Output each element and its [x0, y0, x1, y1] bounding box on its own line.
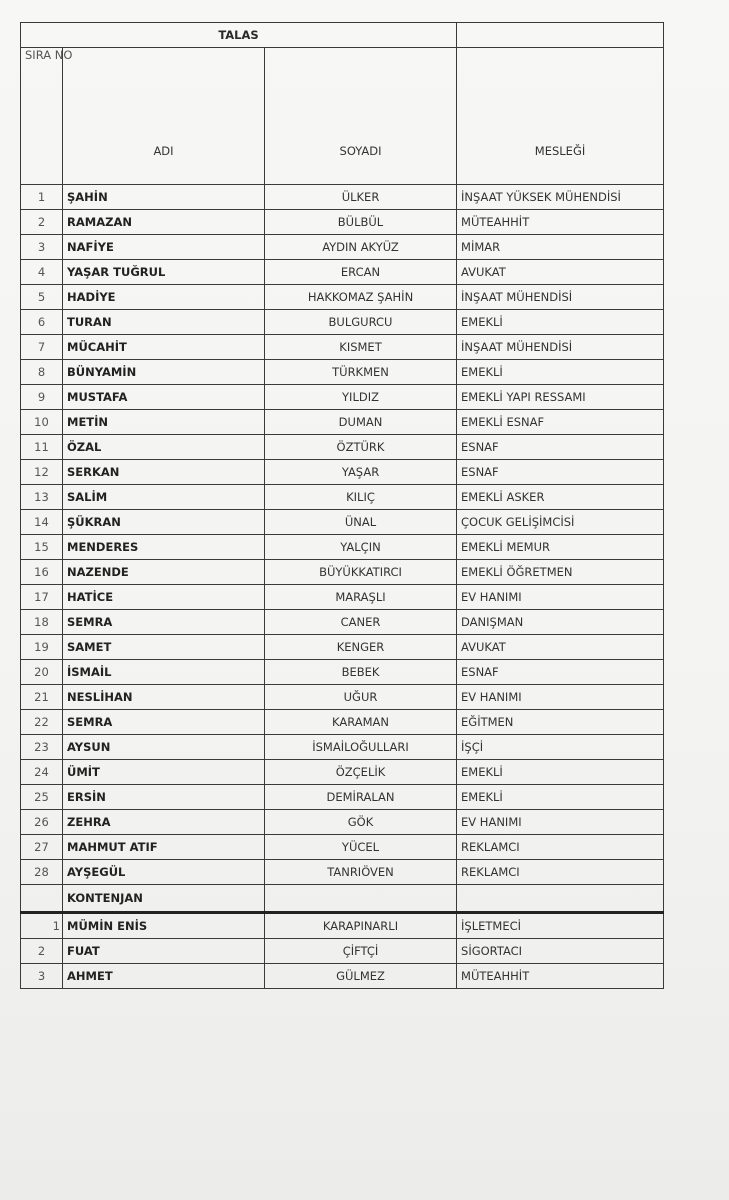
row-number: 3	[21, 235, 63, 260]
profession: REKLAMCI	[457, 860, 664, 885]
table-row	[21, 685, 664, 710]
table-row	[21, 285, 664, 310]
row-number: 21	[21, 685, 63, 710]
first-name: MENDERES	[63, 535, 265, 560]
last-name: ÜLKER	[265, 185, 457, 210]
last-name: KISMET	[265, 335, 457, 360]
profession: EĞİTMEN	[457, 710, 664, 735]
profession: ESNAF	[457, 660, 664, 685]
table-row	[21, 810, 664, 835]
district-title: TALAS	[21, 23, 457, 48]
kontenjan-empty-soyad	[265, 885, 457, 913]
table-row	[21, 235, 664, 260]
first-name: SEMRA	[63, 710, 265, 735]
last-name: YÜCEL	[265, 835, 457, 860]
profession: EMEKLİ	[457, 310, 664, 335]
profession: MİMAR	[457, 235, 664, 260]
table-row	[21, 310, 664, 335]
row-number: 8	[21, 360, 63, 385]
row-number: 23	[21, 735, 63, 760]
profession: EV HANIMI	[457, 585, 664, 610]
kontenjan-row	[21, 885, 664, 913]
row-number: 27	[21, 835, 63, 860]
profession: AVUKAT	[457, 260, 664, 285]
profession: İŞLETMECİ	[457, 913, 664, 939]
row-number: 11	[21, 435, 63, 460]
profession: ESNAF	[457, 460, 664, 485]
kontenjan-table-row	[21, 913, 664, 939]
soyadi-header: SOYADI	[265, 48, 457, 185]
table-row	[21, 560, 664, 585]
table-row	[21, 410, 664, 435]
profession: EMEKLİ	[457, 785, 664, 810]
last-name: KILIÇ	[265, 485, 457, 510]
profession: DANIŞMAN	[457, 610, 664, 635]
row-number: 2	[21, 210, 63, 235]
profession: EV HANIMI	[457, 810, 664, 835]
row-number: 5	[21, 285, 63, 310]
sira-no-header: SIRA NO	[21, 48, 63, 185]
first-name: HADİYE	[63, 285, 265, 310]
row-number: 2	[21, 939, 63, 964]
first-name: AYSUN	[63, 735, 265, 760]
row-number: 7	[21, 335, 63, 360]
last-name: UĞUR	[265, 685, 457, 710]
last-name: ÖZTÜRK	[265, 435, 457, 460]
row-number: 24	[21, 760, 63, 785]
last-name: TÜRKMEN	[265, 360, 457, 385]
last-name: GÖK	[265, 810, 457, 835]
first-name: ÖZAL	[63, 435, 265, 460]
first-name: SEMRA	[63, 610, 265, 635]
first-name: NAZENDE	[63, 560, 265, 585]
row-number: 3	[21, 964, 63, 989]
last-name: YILDIZ	[265, 385, 457, 410]
row-number: 12	[21, 460, 63, 485]
last-name: YALÇIN	[265, 535, 457, 560]
first-name: TURAN	[63, 310, 265, 335]
row-number: 6	[21, 310, 63, 335]
row-number: 19	[21, 635, 63, 660]
table-row	[21, 860, 664, 885]
table-row	[21, 485, 664, 510]
row-number: 15	[21, 535, 63, 560]
first-name: SAMET	[63, 635, 265, 660]
profession: MÜTEAHHİT	[457, 964, 664, 989]
row-number: 17	[21, 585, 63, 610]
last-name: GÜLMEZ	[265, 964, 457, 989]
profession: İNŞAAT MÜHENDİSİ	[457, 285, 664, 310]
table-row	[21, 360, 664, 385]
table-row	[21, 835, 664, 860]
first-name: FUAT	[63, 939, 265, 964]
last-name: BEBEK	[265, 660, 457, 685]
last-name: ERCAN	[265, 260, 457, 285]
profession: İNŞAAT YÜKSEK MÜHENDİSİ	[457, 185, 664, 210]
table-row	[21, 585, 664, 610]
last-name: KENGER	[265, 635, 457, 660]
candidate-list-table	[20, 22, 664, 989]
first-name: NESLİHAN	[63, 685, 265, 710]
profession: SİGORTACI	[457, 939, 664, 964]
table-row	[21, 735, 664, 760]
row-number: 18	[21, 610, 63, 635]
header-row	[21, 48, 664, 185]
last-name: DEMİRALAN	[265, 785, 457, 810]
first-name: MÜMİN ENİS	[63, 913, 265, 939]
kontenjan-label: KONTENJAN	[63, 885, 265, 913]
row-number: 4	[21, 260, 63, 285]
table-row	[21, 385, 664, 410]
first-name: ŞAHİN	[63, 185, 265, 210]
first-name: BÜNYAMİN	[63, 360, 265, 385]
last-name: İSMAİLOĞULLARI	[265, 735, 457, 760]
table-row	[21, 610, 664, 635]
first-name: AHMET	[63, 964, 265, 989]
first-name: ZEHRA	[63, 810, 265, 835]
first-name: SERKAN	[63, 460, 265, 485]
kontenjan-empty-no	[21, 885, 63, 913]
table-row	[21, 510, 664, 535]
profession: EMEKLİ MEMUR	[457, 535, 664, 560]
row-number: 1	[21, 913, 63, 939]
table-row	[21, 260, 664, 285]
kontenjan-table-row	[21, 939, 664, 964]
meslegi-header: MESLEĞİ	[457, 48, 664, 185]
last-name: ÜNAL	[265, 510, 457, 535]
first-name: RAMAZAN	[63, 210, 265, 235]
table-row	[21, 535, 664, 560]
table-row	[21, 785, 664, 810]
first-name: İSMAİL	[63, 660, 265, 685]
table-row	[21, 660, 664, 685]
last-name: HAKKOMAZ ŞAHİN	[265, 285, 457, 310]
profession: EMEKLİ	[457, 360, 664, 385]
last-name: ÖZÇELİK	[265, 760, 457, 785]
row-number: 26	[21, 810, 63, 835]
first-name: HATİCE	[63, 585, 265, 610]
profession: EV HANIMI	[457, 685, 664, 710]
last-name: BULGURCU	[265, 310, 457, 335]
row-number: 10	[21, 410, 63, 435]
first-name: MÜCAHİT	[63, 335, 265, 360]
first-name: YAŞAR TUĞRUL	[63, 260, 265, 285]
first-name: METİN	[63, 410, 265, 435]
first-name: AYŞEGÜL	[63, 860, 265, 885]
profession: ESNAF	[457, 435, 664, 460]
table-row	[21, 635, 664, 660]
table-row	[21, 185, 664, 210]
table-row	[21, 760, 664, 785]
last-name: YAŞAR	[265, 460, 457, 485]
row-number: 9	[21, 385, 63, 410]
row-number: 20	[21, 660, 63, 685]
profession: REKLAMCI	[457, 835, 664, 860]
last-name: BÜLBÜL	[265, 210, 457, 235]
first-name: MUSTAFA	[63, 385, 265, 410]
kontenjan-empty-meslek	[457, 885, 664, 913]
last-name: MARAŞLI	[265, 585, 457, 610]
last-name: KARAMAN	[265, 710, 457, 735]
table-row	[21, 210, 664, 235]
first-name: ÜMİT	[63, 760, 265, 785]
row-number: 16	[21, 560, 63, 585]
first-name: ŞÜKRAN	[63, 510, 265, 535]
adi-header: ADI	[63, 48, 265, 185]
first-name: ERSİN	[63, 785, 265, 810]
profession: MÜTEAHHİT	[457, 210, 664, 235]
last-name: AYDIN AKYÜZ	[265, 235, 457, 260]
profession: İŞÇİ	[457, 735, 664, 760]
profession: ÇOCUK GELİŞİMCİSİ	[457, 510, 664, 535]
first-name: SALİM	[63, 485, 265, 510]
last-name: TANRIÖVEN	[265, 860, 457, 885]
row-number: 22	[21, 710, 63, 735]
last-name: BÜYÜKKATIRCI	[265, 560, 457, 585]
row-number: 25	[21, 785, 63, 810]
profession: EMEKLİ	[457, 760, 664, 785]
title-empty-cell	[457, 23, 664, 48]
last-name: CANER	[265, 610, 457, 635]
table-row	[21, 335, 664, 360]
last-name: DUMAN	[265, 410, 457, 435]
profession: EMEKLİ ASKER	[457, 485, 664, 510]
profession: EMEKLİ YAPI RESSAMI	[457, 385, 664, 410]
first-name: MAHMUT ATIF	[63, 835, 265, 860]
table-row	[21, 710, 664, 735]
profession: EMEKLİ ESNAF	[457, 410, 664, 435]
row-number: 13	[21, 485, 63, 510]
profession: EMEKLİ ÖĞRETMEN	[457, 560, 664, 585]
kontenjan-table-row	[21, 964, 664, 989]
first-name: NAFİYE	[63, 235, 265, 260]
title-row	[21, 23, 664, 48]
profession: İNŞAAT MÜHENDİSİ	[457, 335, 664, 360]
last-name: ÇİFTÇİ	[265, 939, 457, 964]
profession: AVUKAT	[457, 635, 664, 660]
row-number: 28	[21, 860, 63, 885]
last-name: KARAPINARLI	[265, 913, 457, 939]
table-row	[21, 435, 664, 460]
table-row	[21, 460, 664, 485]
row-number: 1	[21, 185, 63, 210]
row-number: 14	[21, 510, 63, 535]
